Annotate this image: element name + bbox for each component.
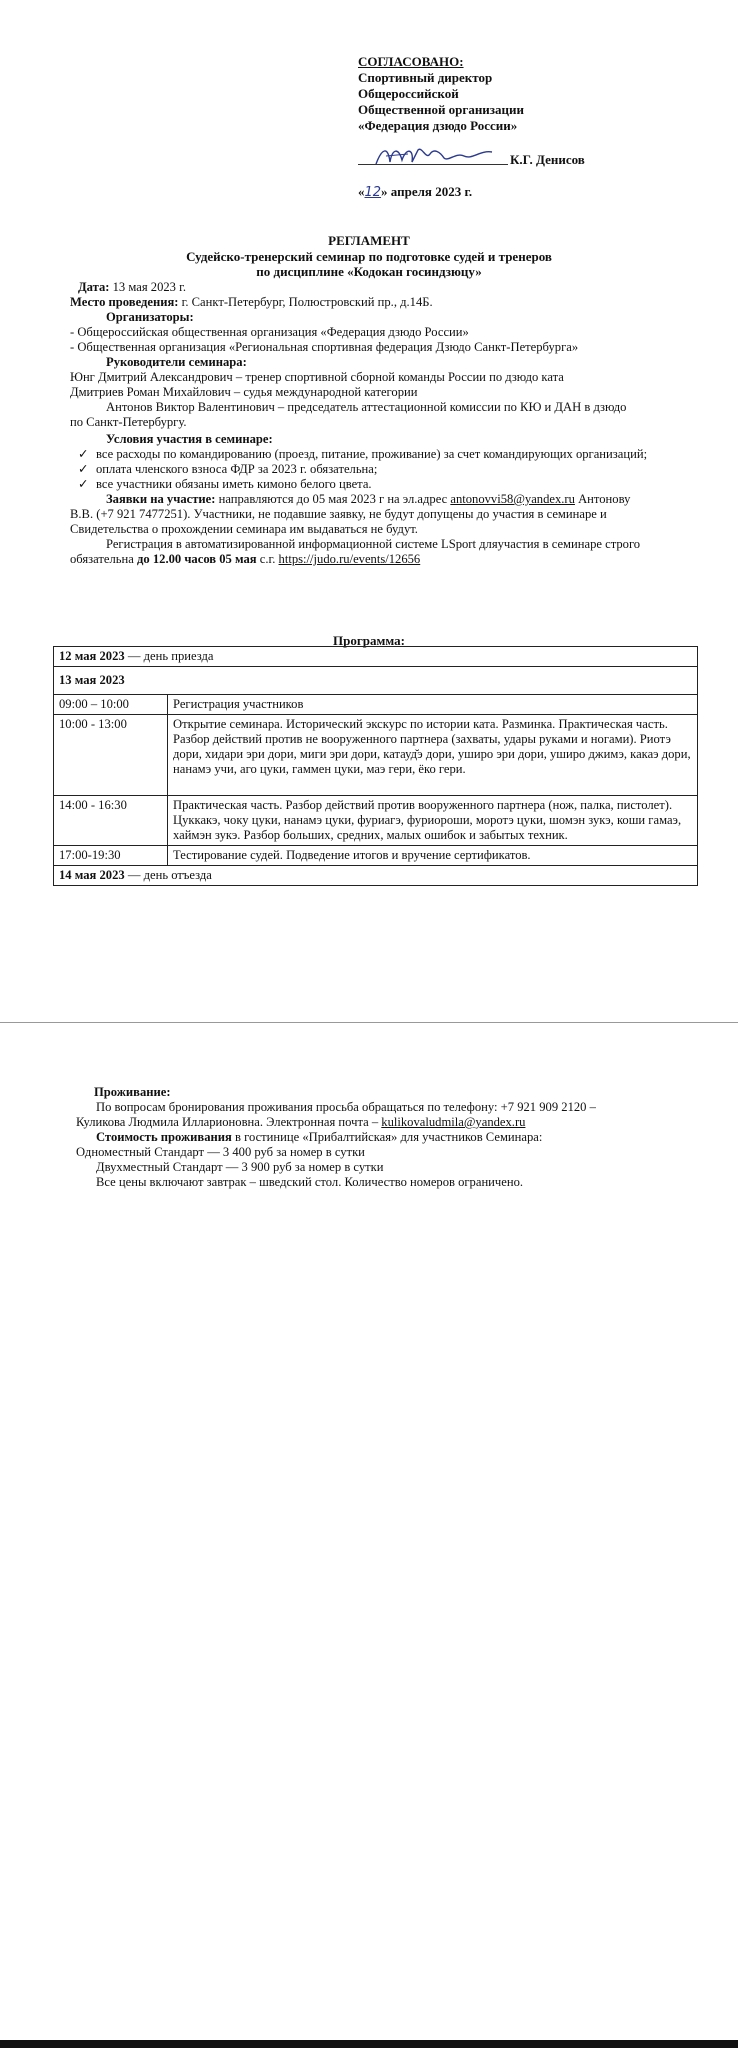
day-date-cell: 13 мая 2023	[54, 667, 698, 695]
page-bottom-edge	[0, 2040, 738, 2048]
signature-line	[358, 164, 508, 165]
registration-link[interactable]: https://judo.ru/events/12656	[278, 552, 421, 566]
condition-text: все расходы по командированию (проезд, питание, проживание) за счет командирующих организаций;	[96, 447, 648, 461]
place-line	[70, 295, 700, 310]
table-row	[54, 647, 698, 667]
time-cell: 14:00 - 16:30	[54, 796, 168, 846]
time-cell: 10:00 - 13:00	[54, 715, 168, 796]
registration-text: обязательна	[70, 552, 138, 566]
applications-email-link[interactable]: antonovvi58@yandex.ru	[450, 492, 575, 506]
approval-line: Общественной организации	[358, 102, 524, 117]
lodging-text: По вопросам бронирования проживания просьба обращаться по телефону: +7 921 909 2120 –	[96, 1100, 596, 1114]
lodging-label: Проживание:	[94, 1085, 171, 1099]
table-row	[54, 866, 698, 886]
applications-text: Антонову	[574, 492, 631, 506]
subtitle-line: Судейско-тренерский семинар по подготовке судей и тренеров	[186, 249, 552, 264]
cost-text: в гостинице «Прибалтийская» для участников Семинара:	[231, 1130, 543, 1144]
page-divider	[0, 1022, 738, 1023]
time-cell: 17:00-19:30	[54, 846, 168, 866]
program-title: Программа:	[333, 633, 405, 648]
table-row	[54, 695, 698, 715]
arrival-cell	[54, 647, 698, 667]
applications-text: Свидетельства о прохождении семинара им выдаваться не будут.	[70, 522, 418, 536]
condition-item	[78, 447, 700, 462]
registration-text: с.г.	[256, 552, 279, 566]
approval-line: «Федерация дзюдо России»	[358, 118, 518, 133]
signatory-name: К.Г. Денисов	[510, 152, 585, 167]
lodging-email-link[interactable]: kulikovaludmila@yandex.ru	[381, 1115, 526, 1129]
activity-cell: Тестирование судей. Подведение итогов и вручение сертификатов.	[168, 846, 698, 866]
conditions-label: Условия участия в семинаре:	[106, 432, 273, 446]
program-table	[53, 646, 698, 886]
approval-heading: СОГЛАСОВАНО:	[358, 54, 464, 69]
place-label: Место проведения:	[70, 295, 179, 309]
place-value: г. Санкт-Петербург, Полюстровский пр., д.14Б.	[178, 295, 433, 309]
arrival-text: — день приезда	[124, 649, 214, 663]
lodging-section	[76, 1085, 704, 1190]
table-row	[54, 667, 698, 695]
date-suffix: » апреля 2023 г.	[381, 184, 473, 199]
table-row	[54, 715, 698, 796]
room-single: Одноместный Стандарт — 3 400 руб за номер в сутки	[76, 1145, 365, 1159]
registration-deadline: до 12.00 часов 05 мая	[137, 552, 257, 566]
document-subtitle	[0, 249, 738, 279]
condition-item	[78, 462, 700, 477]
condition-text: все участники обязаны иметь кимоно белого цвета.	[96, 477, 372, 491]
date-prefix: «	[358, 184, 365, 199]
departure-cell	[54, 866, 698, 886]
applications-text: В.В. (+7 921 7477251). Участники, не подавшие заявку, не будут допущены до участия в семинаре и	[70, 507, 607, 521]
date-line	[78, 280, 700, 295]
signature-image	[368, 142, 508, 172]
checkmark-icon: ✓	[78, 477, 89, 491]
approval-line: Спортивный директор	[358, 70, 493, 85]
approval-line: Общероссийской	[358, 86, 459, 101]
time-cell: 09:00 – 10:00	[54, 695, 168, 715]
arrival-date: 12 мая 2023	[59, 649, 125, 663]
checkmark-icon: ✓	[78, 447, 89, 461]
date-value: 13 мая 2023 г.	[109, 280, 187, 294]
table-row	[54, 846, 698, 866]
activity-cell: Регистрация участников	[168, 695, 698, 715]
organizers-label: Организаторы:	[106, 310, 194, 324]
document-title: РЕГЛАМЕНТ	[328, 233, 410, 248]
signature-row	[358, 142, 678, 172]
departure-date: 14 мая 2023	[59, 868, 125, 882]
applications-line	[78, 492, 700, 507]
departure-text: — день отъезда	[124, 868, 212, 882]
approval-date	[358, 184, 472, 200]
checkmark-icon: ✓	[78, 462, 89, 476]
date-label: Дата:	[78, 280, 110, 294]
cost-label: Стоимость проживания	[96, 1130, 232, 1144]
activity-cell: Практическая часть. Разбор действий против вооруженного партнера (нож, палка, пистолет). Цуккакэ, чоку цуки, нанамэ цуки, фуриагэ, фуриороши, моротэ цуки, шомэн зукэ, коши гамаэ, хаймэн зукэ. Разбор больших, средних, малых ошибок и забытых техник.	[168, 796, 698, 846]
approval-block	[358, 54, 658, 134]
organizer-item: - Общественная организация «Региональная спортивная федерация Дзюдо Санкт-Петербурга»	[70, 340, 579, 354]
activity-cell: Открытие семинара. Исторический экскурс по истории ката. Разминка. Практическая часть. Разбор действий против не вооруженного партнера (захваты, удары руками и ногами). Риотэ дори, хидари эри дори, миги эри дори, катауд̆э дори, уширо эри дори, уширо джимэ, какаэ дори, нанамэ учи, аго цуки, гаммен цуки, маэ гери, ёко гери.	[168, 715, 698, 796]
info-section	[70, 280, 700, 567]
leaders-label: Руководители семинара:	[106, 355, 247, 369]
leader-item: Антонов Виктор Валентинович – председатель аттестационной комиссии по КЮ и ДАН в дзюдо	[106, 400, 627, 414]
lodging-cost-line	[94, 1130, 704, 1145]
applications-text: направляются до 05 мая 2023 г на эл.адрес	[215, 492, 451, 506]
leader-item: Юнг Дмитрий Александрович – тренер спортивной сборной команды России по дзюдо ката	[70, 370, 564, 384]
leader-item-cont: по Санкт-Петербургу.	[70, 415, 187, 429]
lodging-text: Куликова Людмила Илларионовна. Электронная почта –	[76, 1115, 382, 1129]
table-row	[54, 796, 698, 846]
lodging-contact-line	[76, 1115, 704, 1130]
applications-label: Заявки на участие:	[106, 492, 216, 506]
organizer-item: - Общероссийская общественная организация «Федерация дзюдо России»	[70, 325, 469, 339]
subtitle-line: по дисциплине «Кодокан госиндзюцу»	[256, 264, 482, 279]
lodging-note: Все цены включают завтрак – шведский стол. Количество номеров ограничено.	[96, 1175, 524, 1189]
condition-item	[78, 477, 700, 492]
condition-text: оплата членского взноса ФДР за 2023 г. обязательна;	[96, 462, 378, 476]
date-day-handwritten: 12	[364, 185, 382, 200]
registration-line	[70, 552, 700, 567]
registration-text: Регистрация в автоматизированной информационной системе LSport дляучастия в семинаре строго	[106, 537, 641, 551]
leader-item: Дмитриев Роман Михайлович – судья международной категории	[70, 385, 418, 399]
room-double: Двухместный Стандарт — 3 900 руб за номер в сутки	[96, 1160, 384, 1174]
